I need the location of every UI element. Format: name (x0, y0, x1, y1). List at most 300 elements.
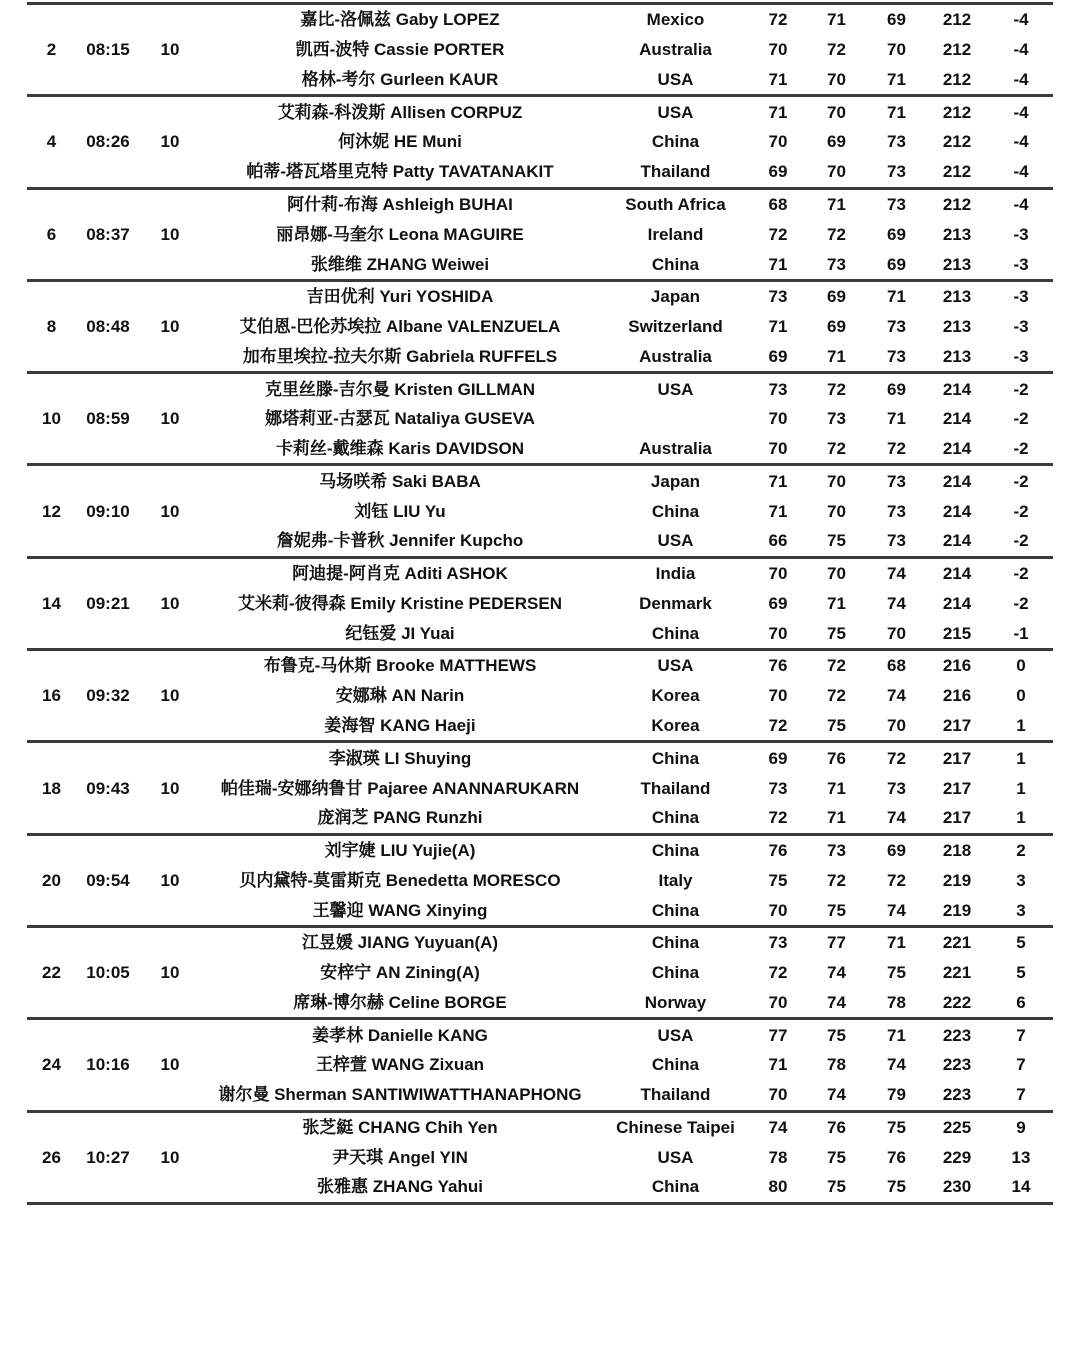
start-hole: 10 (160, 132, 180, 152)
round1-score: 71 (768, 254, 788, 274)
total-score: 213 (942, 287, 972, 307)
tee-group (27, 374, 1053, 466)
round3-score: 69 (887, 379, 906, 399)
round1-score: 71 (768, 317, 788, 337)
total-score: 214 (942, 409, 972, 429)
country: China (651, 808, 700, 828)
round2-score: 72 (827, 870, 846, 890)
round1-score: 72 (768, 715, 788, 735)
to-par: -3 (1013, 254, 1029, 274)
round3-score: 73 (887, 471, 906, 491)
player-row (27, 651, 1053, 681)
round3-score: 73 (887, 317, 906, 337)
player-name: 艾莉森-科泼斯 Allisen CORPUZ (277, 102, 523, 122)
round2-score: 70 (827, 564, 846, 584)
total-score: 212 (942, 10, 972, 30)
player-row (27, 434, 1053, 464)
round2-score: 69 (827, 132, 846, 152)
total-score: 212 (942, 40, 972, 60)
player-row (27, 35, 1053, 65)
country: China (651, 623, 700, 643)
round1-score: 80 (768, 1177, 788, 1197)
round1-score: 74 (768, 1117, 788, 1137)
player-row (27, 681, 1053, 711)
round1-score: 69 (768, 593, 788, 613)
player-row (27, 190, 1053, 220)
round2-score: 72 (827, 439, 846, 459)
tee-group (27, 928, 1053, 1020)
player-row (27, 282, 1053, 312)
round3-score: 79 (887, 1085, 906, 1105)
round3-score: 72 (887, 870, 906, 890)
player-name: 加布里埃拉-拉夫尔斯 Gabriela RUFFELS (242, 346, 558, 366)
round3-score: 74 (887, 564, 906, 584)
round1-score: 72 (768, 10, 788, 30)
round3-score: 72 (887, 748, 906, 768)
total-score: 216 (942, 686, 972, 706)
player-row (27, 743, 1053, 773)
tee-time: 10:16 (86, 1055, 130, 1075)
to-par: -4 (1013, 69, 1029, 89)
player-row (27, 1142, 1053, 1172)
player-row (27, 1050, 1053, 1080)
tee-time: 08:26 (86, 132, 130, 152)
country: China (651, 132, 700, 152)
player-row (27, 65, 1053, 95)
round1-score: 68 (768, 194, 788, 214)
tee-group (27, 5, 1053, 97)
player-name: 艾米莉-彼得森 Emily Kristine PEDERSEN (237, 593, 562, 613)
round2-score: 76 (827, 748, 846, 768)
player-row (27, 711, 1053, 741)
player-row (27, 526, 1053, 556)
total-score: 212 (942, 162, 972, 182)
player-row (27, 865, 1053, 895)
start-hole: 10 (160, 1055, 180, 1075)
country: USA (657, 102, 694, 122)
round1-score: 70 (768, 623, 788, 643)
total-score: 222 (942, 992, 972, 1012)
country: Australia (639, 40, 712, 60)
country: USA (657, 1025, 694, 1045)
round2-score: 70 (827, 69, 846, 89)
player-row (27, 97, 1053, 127)
player-name: 李淑瑛 LI Shuying (328, 748, 472, 768)
round2-score: 75 (827, 1177, 846, 1197)
round1-score: 70 (768, 409, 788, 429)
total-score: 223 (942, 1055, 972, 1075)
to-par: 7 (1016, 1055, 1026, 1075)
round2-score: 69 (827, 287, 846, 307)
tee-time: 08:15 (86, 40, 130, 60)
round3-score: 71 (887, 933, 906, 953)
player-row (27, 895, 1053, 925)
player-name: 凯西-波特 Cassie PORTER (295, 40, 505, 60)
player-name: 庞润芝 PANG Runzhi (317, 808, 483, 828)
to-par: -3 (1013, 287, 1029, 307)
country: USA (657, 531, 694, 551)
group-number: 4 (46, 132, 57, 152)
to-par: 7 (1016, 1085, 1026, 1105)
to-par: 5 (1016, 933, 1026, 953)
to-par: -2 (1013, 593, 1029, 613)
player-name: 刘钰 LIU Yu (354, 501, 446, 521)
round1-score: 72 (768, 224, 788, 244)
player-row (27, 1172, 1053, 1202)
player-name: 卡莉丝-戴维森 Karis DAVIDSON (275, 439, 525, 459)
country: China (651, 933, 700, 953)
round3-score: 73 (887, 132, 906, 152)
start-hole: 10 (160, 870, 180, 890)
total-score: 212 (942, 69, 972, 89)
player-name: 谢尔曼 Sherman SANTIWIWATTHANAPHONG (218, 1085, 582, 1105)
country: China (651, 1055, 700, 1075)
start-hole: 10 (160, 963, 180, 983)
player-row (27, 219, 1053, 249)
total-score: 217 (942, 715, 972, 735)
round2-score: 72 (827, 656, 846, 676)
player-name: 帕佳瑞-安娜纳鲁甘 Pajaree ANANNARUKARN (220, 778, 580, 798)
to-par: 1 (1016, 715, 1026, 735)
round3-score: 71 (887, 409, 906, 429)
total-score: 213 (942, 254, 972, 274)
player-name: 嘉比-洛佩兹 Gaby LOPEZ (300, 10, 500, 30)
player-row (27, 1080, 1053, 1110)
total-score: 217 (942, 808, 972, 828)
round3-score: 69 (887, 10, 906, 30)
round2-score: 70 (827, 471, 846, 491)
country: Japan (650, 287, 701, 307)
tee-group (27, 466, 1053, 558)
total-score: 225 (942, 1117, 972, 1137)
round3-score: 70 (887, 715, 906, 735)
player-row (27, 249, 1053, 279)
country: China (651, 963, 700, 983)
player-name: 何沐妮 HE Muni (338, 132, 462, 152)
round3-score: 69 (887, 224, 906, 244)
group-number: 10 (42, 409, 61, 429)
group-number: 16 (42, 686, 61, 706)
country: Korea (651, 715, 700, 735)
group-number: 24 (42, 1055, 61, 1075)
round2-score: 70 (827, 102, 846, 122)
country: China (651, 501, 700, 521)
to-par: 14 (1011, 1177, 1031, 1197)
start-hole: 10 (160, 40, 180, 60)
tee-group (27, 1020, 1053, 1112)
player-name: 阿迪提-阿肖克 Aditi ASHOK (292, 564, 508, 584)
total-score: 212 (942, 102, 972, 122)
total-score: 219 (942, 870, 972, 890)
round2-score: 75 (827, 531, 846, 551)
round2-score: 70 (827, 501, 846, 521)
player-row (27, 496, 1053, 526)
player-row (27, 1113, 1053, 1143)
player-name: 张维维 ZHANG Weiwei (310, 254, 490, 274)
player-name: 王梓萱 WANG Zixuan (315, 1055, 485, 1075)
round3-score: 70 (887, 623, 906, 643)
round2-score: 71 (827, 808, 846, 828)
country: Ireland (647, 224, 704, 244)
player-row (27, 928, 1053, 958)
country: Thailand (640, 778, 711, 798)
total-score: 229 (942, 1147, 972, 1167)
group-number: 6 (46, 224, 57, 244)
round1-score: 71 (768, 69, 788, 89)
tee-time: 08:59 (86, 409, 130, 429)
player-row (27, 988, 1053, 1018)
tee-time: 10:05 (86, 963, 130, 983)
player-row (27, 404, 1053, 434)
total-score: 212 (942, 132, 972, 152)
country: China (651, 254, 700, 274)
round1-score: 70 (768, 992, 788, 1012)
round3-score: 73 (887, 346, 906, 366)
round2-score: 73 (827, 409, 846, 429)
group-number: 18 (42, 778, 61, 798)
round3-score: 71 (887, 102, 906, 122)
round1-score: 71 (768, 471, 788, 491)
round2-score: 70 (827, 162, 846, 182)
round3-score: 70 (887, 40, 906, 60)
results-table (27, 2, 1053, 1205)
round3-score: 74 (887, 593, 906, 613)
round3-score: 73 (887, 778, 906, 798)
group-number: 14 (42, 593, 61, 613)
to-par: 1 (1016, 808, 1026, 828)
round1-score: 71 (768, 501, 788, 521)
round3-score: 75 (887, 1117, 906, 1137)
round2-score: 77 (827, 933, 846, 953)
round2-score: 74 (827, 992, 846, 1012)
to-par: -2 (1013, 439, 1029, 459)
tee-group (27, 651, 1053, 743)
round2-score: 71 (827, 10, 846, 30)
tee-time: 09:43 (86, 778, 130, 798)
round2-score: 73 (827, 254, 846, 274)
player-name: 詹妮弗-卡普秋 Jennifer Kupcho (276, 531, 524, 551)
round3-score: 71 (887, 69, 906, 89)
to-par: 7 (1016, 1025, 1026, 1045)
start-hole: 10 (160, 224, 180, 244)
country: Mexico (646, 10, 705, 30)
player-row (27, 589, 1053, 619)
total-score: 218 (942, 841, 972, 861)
tee-time: 09:21 (86, 593, 130, 613)
round1-score: 71 (768, 1055, 788, 1075)
to-par: -1 (1013, 623, 1029, 643)
country: China (651, 841, 700, 861)
player-name: 马场咲希 Saki BABA (319, 471, 481, 491)
total-score: 223 (942, 1025, 972, 1045)
player-row (27, 958, 1053, 988)
to-par: 1 (1016, 778, 1026, 798)
total-score: 215 (942, 623, 972, 643)
to-par: -4 (1013, 40, 1029, 60)
round1-score: 78 (768, 1147, 788, 1167)
player-row (27, 341, 1053, 371)
country: Australia (639, 439, 712, 459)
country: India (655, 564, 696, 584)
player-name: 席琳-博尔赫 Celine BORGE (293, 992, 507, 1012)
start-hole: 10 (160, 501, 180, 521)
player-row (27, 836, 1053, 866)
player-row (27, 803, 1053, 833)
group-number: 20 (42, 870, 61, 890)
total-score: 214 (942, 439, 972, 459)
round3-score: 69 (887, 841, 906, 861)
player-name: 姜海智 KANG Haeji (324, 715, 476, 735)
total-score: 221 (942, 933, 972, 953)
tee-time: 09:54 (86, 870, 130, 890)
player-name: 阿什莉-布海 Ashleigh BUHAI (287, 194, 513, 214)
total-score: 223 (942, 1085, 972, 1105)
round2-score: 71 (827, 346, 846, 366)
player-name: 江昱媛 JIANG Yuyuan(A) (301, 933, 499, 953)
round1-score: 69 (768, 162, 788, 182)
total-score: 219 (942, 900, 972, 920)
country: Chinese Taipei (616, 1117, 735, 1137)
to-par: -4 (1013, 162, 1029, 182)
round1-score: 69 (768, 346, 788, 366)
country: China (651, 900, 700, 920)
round1-score: 77 (768, 1025, 788, 1045)
round3-score: 75 (887, 1177, 906, 1197)
player-row (27, 466, 1053, 496)
tee-time: 09:32 (86, 686, 130, 706)
round3-score: 75 (887, 963, 906, 983)
total-score: 214 (942, 501, 972, 521)
to-par: 5 (1016, 963, 1026, 983)
total-score: 213 (942, 317, 972, 337)
tee-time: 08:37 (86, 224, 130, 244)
country: China (651, 748, 700, 768)
round3-score: 69 (887, 254, 906, 274)
round1-score: 73 (768, 778, 788, 798)
country: Thailand (640, 1085, 711, 1105)
to-par: -3 (1013, 224, 1029, 244)
start-hole: 10 (160, 778, 180, 798)
group-number: 22 (42, 963, 61, 983)
round2-score: 75 (827, 1025, 846, 1045)
player-row (27, 773, 1053, 803)
total-score: 213 (942, 346, 972, 366)
round1-score: 70 (768, 439, 788, 459)
round1-score: 70 (768, 132, 788, 152)
player-row (27, 559, 1053, 589)
total-score: 230 (942, 1177, 972, 1197)
round3-score: 78 (887, 992, 906, 1012)
round3-score: 74 (887, 808, 906, 828)
round1-score: 71 (768, 102, 788, 122)
to-par: -2 (1013, 531, 1029, 551)
to-par: -2 (1013, 409, 1029, 429)
round1-score: 70 (768, 564, 788, 584)
round2-score: 74 (827, 963, 846, 983)
group-number: 8 (46, 317, 57, 337)
round3-score: 74 (887, 686, 906, 706)
to-par: 9 (1016, 1117, 1026, 1137)
round2-score: 75 (827, 900, 846, 920)
round1-score: 70 (768, 1085, 788, 1105)
player-name: 娜塔莉亚-古瑟瓦 Nataliya GUSEVA (265, 409, 535, 429)
round1-score: 70 (768, 40, 788, 60)
round3-score: 76 (887, 1147, 906, 1167)
round2-score: 72 (827, 686, 846, 706)
player-name: 张芝綎 CHANG Chih Yen (302, 1117, 498, 1137)
start-hole: 10 (160, 317, 180, 337)
to-par: -4 (1013, 132, 1029, 152)
round2-score: 72 (827, 379, 846, 399)
country: Thailand (640, 162, 711, 182)
player-row (27, 127, 1053, 157)
player-name: 王馨迎 WANG Xinying (312, 900, 488, 920)
country: Korea (651, 686, 700, 706)
player-row (27, 1020, 1053, 1050)
player-name: 姜孝林 Danielle KANG (312, 1025, 488, 1045)
tee-time: 09:10 (86, 501, 130, 521)
to-par: 0 (1016, 686, 1026, 706)
to-par: 6 (1016, 992, 1026, 1012)
round1-score: 66 (768, 531, 788, 551)
round2-score: 73 (827, 841, 846, 861)
round2-score: 74 (827, 1085, 846, 1105)
round2-score: 75 (827, 715, 846, 735)
round1-score: 72 (768, 808, 788, 828)
to-par: -2 (1013, 471, 1029, 491)
country: USA (657, 1147, 694, 1167)
total-score: 221 (942, 963, 972, 983)
round3-score: 72 (887, 439, 906, 459)
player-row (27, 5, 1053, 35)
country: Switzerland (628, 317, 723, 337)
country: South Africa (625, 194, 726, 214)
tee-group (27, 282, 1053, 374)
tee-group (27, 97, 1053, 189)
round2-score: 69 (827, 317, 846, 337)
group-number: 2 (46, 40, 57, 60)
to-par: 13 (1011, 1147, 1031, 1167)
round1-score: 72 (768, 963, 788, 983)
round1-score: 69 (768, 748, 788, 768)
country: Norway (644, 992, 707, 1012)
round3-score: 71 (887, 1025, 906, 1045)
country: Denmark (639, 593, 712, 613)
player-name: 纪钰爱 JI Yuai (345, 623, 455, 643)
start-hole: 10 (160, 593, 180, 613)
round2-score: 71 (827, 194, 846, 214)
round2-score: 75 (827, 623, 846, 643)
tee-group (27, 743, 1053, 835)
tee-time: 08:48 (86, 317, 130, 337)
country: Italy (658, 870, 693, 890)
round3-score: 73 (887, 194, 906, 214)
player-name: 丽昂娜-马奎尔 Leona MAGUIRE (276, 224, 524, 244)
round1-score: 73 (768, 933, 788, 953)
country: Japan (650, 471, 701, 491)
player-row (27, 312, 1053, 342)
total-score: 217 (942, 778, 972, 798)
round2-score: 76 (827, 1117, 846, 1137)
round2-score: 75 (827, 1147, 846, 1167)
round2-score: 78 (827, 1055, 846, 1075)
tee-group (27, 1113, 1053, 1205)
player-name: 格林-考尔 Gurleen KAUR (301, 69, 499, 89)
total-score: 217 (942, 748, 972, 768)
start-hole: 10 (160, 686, 180, 706)
round1-score: 70 (768, 686, 788, 706)
round1-score: 76 (768, 656, 788, 676)
